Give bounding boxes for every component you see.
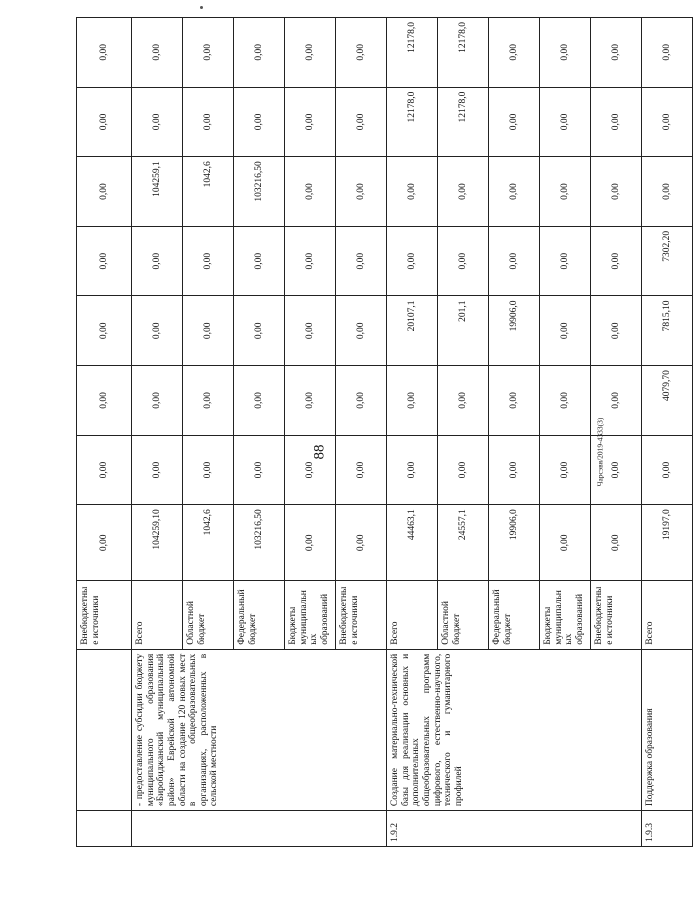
value-cell: 0,00 — [591, 18, 642, 88]
value-cell: 0,00 — [132, 18, 183, 88]
value-cell: 0,00 — [387, 157, 438, 227]
value-cell: 0,00 — [387, 226, 438, 296]
value-cell: 0,00 — [540, 366, 591, 436]
value-cell: 0,00 — [77, 296, 132, 366]
value-cell: 0,00 — [285, 435, 336, 505]
value-cell: 0,00 — [336, 435, 387, 505]
value-total: 103216,50 — [234, 505, 285, 581]
funding-source: Внебюджетные источники — [77, 581, 132, 650]
value-total: 0,00 — [591, 505, 642, 581]
value-cell: 0,00 — [132, 87, 183, 157]
scan-dot — [200, 6, 203, 9]
value-cell: 0,00 — [540, 226, 591, 296]
table-row — [642, 18, 693, 847]
value-cell: 0,00 — [77, 226, 132, 296]
value-cell: 7302,20 — [642, 226, 693, 296]
budget-table — [76, 17, 693, 847]
value-cell: 0,00 — [540, 157, 591, 227]
value-cell: 0,00 — [489, 226, 540, 296]
funding-source: Областной бюджет — [438, 581, 489, 650]
value-cell: 0,00 — [642, 435, 693, 505]
value-cell: 12178,0 — [438, 18, 489, 88]
value-cell: 0,00 — [183, 87, 234, 157]
value-total: 19906,0 — [489, 505, 540, 581]
value-cell: 0,00 — [591, 435, 642, 505]
value-cell: 0,00 — [234, 87, 285, 157]
value-cell: 103216,50 — [234, 157, 285, 227]
value-cell: 0,00 — [234, 435, 285, 505]
value-cell: 0,00 — [642, 157, 693, 227]
value-cell: 1042,6 — [183, 157, 234, 227]
value-cell: 0,00 — [336, 157, 387, 227]
value-cell: 0,00 — [591, 296, 642, 366]
table-row — [77, 18, 132, 847]
funding-source: Внебюджетные источники — [336, 581, 387, 650]
funding-source: Всего — [642, 581, 693, 650]
value-cell: 12178,0 — [387, 87, 438, 157]
funding-source: Федеральный бюджет — [234, 581, 285, 650]
value-cell: 0,00 — [183, 296, 234, 366]
value-cell: 0,00 — [77, 87, 132, 157]
value-cell: 12178,0 — [387, 18, 438, 88]
value-cell: 0,00 — [591, 366, 642, 436]
value-cell: 0,00 — [591, 157, 642, 227]
value-cell: 0,00 — [77, 157, 132, 227]
value-cell: 0,00 — [438, 226, 489, 296]
measure-name — [77, 649, 132, 810]
value-cell: 0,00 — [540, 18, 591, 88]
funding-source: Бюджеты муниципальных образований — [540, 581, 591, 650]
row-code: 1.9.2 — [387, 811, 642, 847]
row-code — [132, 811, 387, 847]
value-cell: 7815,10 — [642, 296, 693, 366]
value-total: 0,00 — [285, 505, 336, 581]
measure-name: Создание материально-технической базы для реализации основных и дополнительных общеобразовательных программ цифрового, естественно-научного, технического и гуманитарного профилей — [387, 649, 642, 810]
value-total: 24557,1 — [438, 505, 489, 581]
funding-source: Областной бюджет — [183, 581, 234, 650]
row-code — [77, 811, 132, 847]
value-cell: 0,00 — [591, 87, 642, 157]
value-cell: 0,00 — [540, 296, 591, 366]
value-cell: 0,00 — [234, 226, 285, 296]
value-cell: 0,00 — [642, 18, 693, 88]
value-cell: 0,00 — [77, 366, 132, 436]
value-cell: 0,00 — [132, 366, 183, 436]
value-total: 0,00 — [77, 505, 132, 581]
value-cell: 0,00 — [132, 296, 183, 366]
value-total: 0,00 — [540, 505, 591, 581]
value-cell: 0,00 — [591, 226, 642, 296]
value-cell: 0,00 — [387, 435, 438, 505]
value-cell: 0,00 — [285, 296, 336, 366]
value-cell: 0,00 — [132, 226, 183, 296]
funding-source: Федеральный бюджет — [489, 581, 540, 650]
value-cell: 0,00 — [183, 226, 234, 296]
value-cell: 0,00 — [489, 366, 540, 436]
value-cell: 0,00 — [336, 366, 387, 436]
value-cell: 4079,70 — [642, 366, 693, 436]
value-cell: 0,00 — [285, 87, 336, 157]
value-cell: 0,00 — [438, 366, 489, 436]
document-code: Чарсэвя/2019-4333(3) — [595, 417, 605, 487]
value-cell: 0,00 — [183, 18, 234, 88]
table-row — [387, 18, 438, 847]
value-cell: 0,00 — [77, 435, 132, 505]
value-cell: 0,00 — [489, 435, 540, 505]
funding-source: Всего — [387, 581, 438, 650]
value-cell: 201,1 — [438, 296, 489, 366]
value-cell: 0,00 — [336, 226, 387, 296]
value-cell: 0,00 — [285, 226, 336, 296]
value-cell: 12178,0 — [438, 87, 489, 157]
row-code: 1.9.3 — [642, 811, 693, 847]
value-cell: 0,00 — [336, 87, 387, 157]
value-total: 19197,0 — [642, 505, 693, 581]
value-cell: 0,00 — [540, 87, 591, 157]
funding-source: Внебюджетные источники — [591, 581, 642, 650]
value-total: 0,00 — [336, 505, 387, 581]
value-cell: 0,00 — [77, 18, 132, 88]
value-cell: 0,00 — [285, 157, 336, 227]
value-cell: 0,00 — [489, 157, 540, 227]
value-cell: 0,00 — [336, 296, 387, 366]
value-cell: 19906,0 — [489, 296, 540, 366]
value-cell: 0,00 — [285, 18, 336, 88]
value-total: 104259,10 — [132, 505, 183, 581]
funding-source: Всего — [132, 581, 183, 650]
funding-source: Бюджеты муниципальных образований — [285, 581, 336, 650]
value-cell: 0,00 — [234, 296, 285, 366]
measure-name: - предоставление субсидии бюджету муниципального образования «Биробиджанский муниципальный район» Еврейской автономной области на создание 120 новых мест в общеобразовательных организациях, расположенных в сельской местности — [132, 649, 387, 810]
value-cell: 20107,1 — [387, 296, 438, 366]
measure-name: Поддержка образования — [642, 649, 693, 810]
value-cell: 0,00 — [387, 366, 438, 436]
value-cell: 0,00 — [438, 435, 489, 505]
value-cell: 0,00 — [489, 18, 540, 88]
value-cell: 0,00 — [336, 18, 387, 88]
value-cell: 0,00 — [285, 366, 336, 436]
value-cell: 0,00 — [234, 18, 285, 88]
value-cell: 0,00 — [183, 435, 234, 505]
page-number: 88 — [311, 444, 328, 460]
value-cell: 104259,1 — [132, 157, 183, 227]
value-cell: 0,00 — [183, 366, 234, 436]
value-cell: 0,00 — [642, 87, 693, 157]
value-cell: 0,00 — [234, 366, 285, 436]
value-cell: 0,00 — [540, 435, 591, 505]
value-cell: 0,00 — [438, 157, 489, 227]
value-total: 1042,6 — [183, 505, 234, 581]
table-row — [132, 18, 183, 847]
value-total: 44463,1 — [387, 505, 438, 581]
value-cell: 0,00 — [489, 87, 540, 157]
value-cell: 0,00 — [132, 435, 183, 505]
